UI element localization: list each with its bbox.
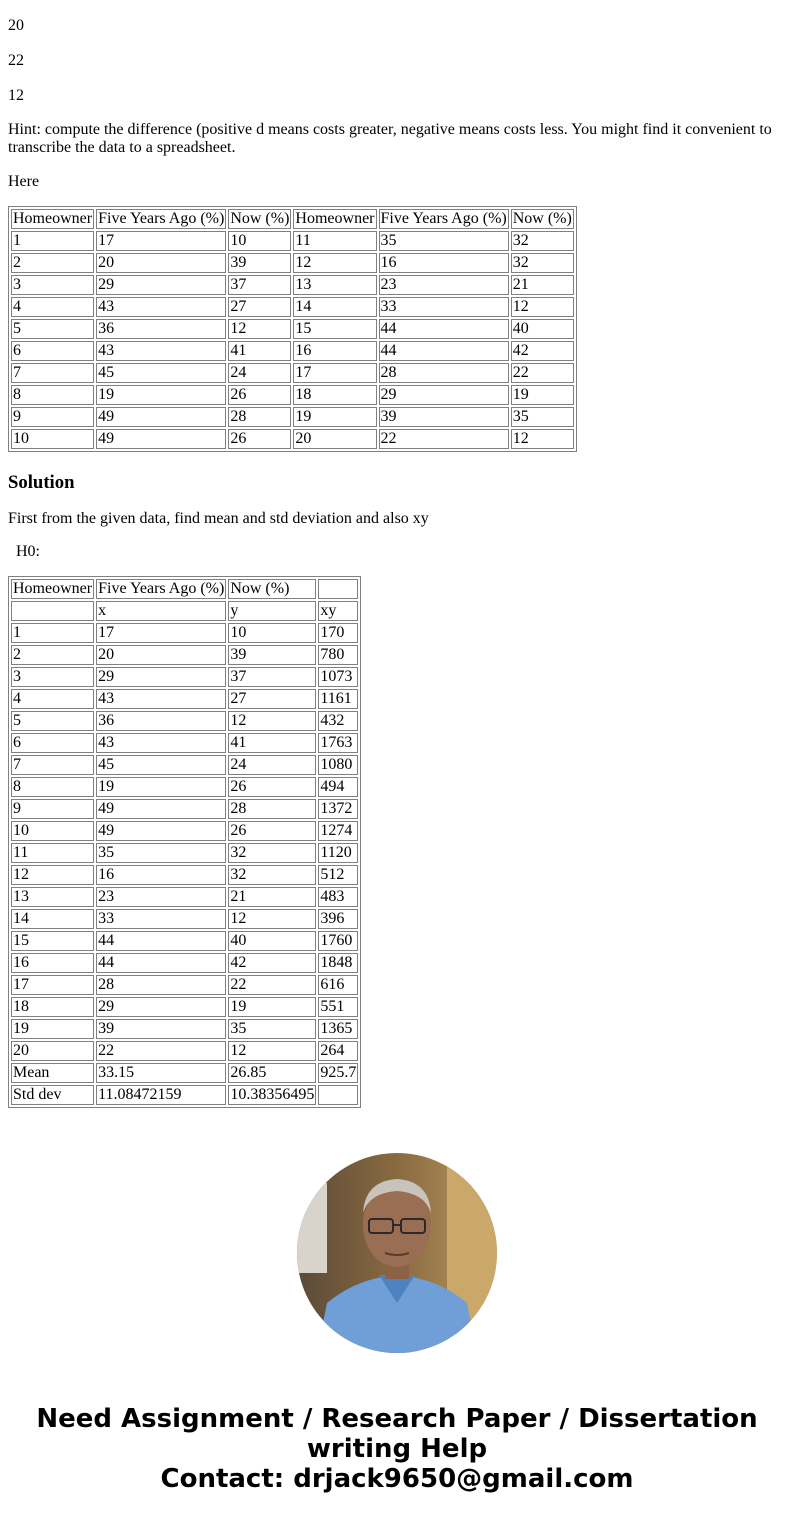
table-row — [11, 997, 358, 1017]
table-cell: 33.15 — [96, 1063, 226, 1083]
table-row — [11, 909, 358, 929]
table-row — [11, 385, 574, 405]
table-cell: 41 — [228, 341, 291, 361]
table-cell: Five Years Ago (%) — [380, 210, 507, 227]
table-cell: 4 — [11, 297, 94, 317]
table-cell: 16 — [96, 865, 226, 885]
table-cell: 40 — [511, 319, 574, 339]
table-cell: 2 — [11, 253, 94, 273]
table-cell: 29 — [379, 385, 509, 405]
table-cell: 43 — [96, 341, 226, 361]
solution-intro: First from the given data, find mean and std deviation and also xy — [8, 510, 429, 527]
table-row — [11, 777, 358, 797]
table-cell: 39 — [379, 407, 509, 427]
table-cell: 19 — [11, 1019, 94, 1039]
table-cell: 12 — [11, 865, 94, 885]
table-cell — [11, 601, 94, 621]
table-cell: 5 — [11, 711, 94, 731]
table-cell: 40 — [228, 931, 316, 951]
table-cell: 11 — [11, 843, 94, 863]
table-row — [11, 733, 358, 753]
table-cell: 17 — [96, 623, 226, 643]
table-cell: 10 — [11, 821, 94, 841]
table-cell: 32 — [511, 231, 574, 251]
table-cell: 1073 — [318, 667, 358, 687]
table-cell: 35 — [228, 1019, 316, 1039]
table-cell: 1274 — [318, 821, 358, 841]
number-line: 12 — [8, 87, 24, 104]
table-row — [11, 953, 358, 973]
table-cell: 43 — [96, 733, 226, 753]
table-cell: 29 — [96, 275, 226, 295]
table-cell: 9 — [11, 407, 94, 427]
table-cell: 49 — [96, 799, 226, 819]
table-cell: 49 — [96, 429, 226, 449]
table-cell: 13 — [293, 275, 376, 295]
table-cell: 9 — [11, 799, 94, 819]
table-row — [11, 231, 574, 251]
table-cell: 15 — [11, 931, 94, 951]
table-cell: 7 — [11, 755, 94, 775]
table-row — [11, 297, 574, 317]
table-cell: 1120 — [318, 843, 358, 863]
table-cell: 17 — [11, 975, 94, 995]
table-cell: 32 — [511, 253, 574, 273]
table-cell: 22 — [96, 1041, 226, 1061]
table-row — [11, 341, 574, 361]
table-cell: 15 — [293, 319, 376, 339]
table-cell: 264 — [318, 1041, 358, 1061]
table-cell: Five Years Ago (%) — [98, 580, 225, 597]
table-cell: 1080 — [318, 755, 358, 775]
table-cell: 43 — [96, 297, 226, 317]
table-cell: 21 — [228, 887, 316, 907]
table-cell: 170 — [318, 623, 358, 643]
banner-line: writing Help — [306, 1434, 488, 1464]
table-cell: 29 — [96, 667, 226, 687]
table-row — [11, 887, 358, 907]
contact-email: Contact: drjack9650@gmail.com — [160, 1464, 634, 1494]
table-cell: 16 — [379, 253, 509, 273]
table-cell: 26 — [228, 429, 291, 449]
table-cell: 36 — [96, 711, 226, 731]
table-cell: 26 — [228, 777, 316, 797]
table-cell: 12 — [511, 297, 574, 317]
table-cell — [318, 1085, 358, 1105]
table-cell: Homeowner — [13, 580, 93, 597]
table-cell: xy — [318, 601, 358, 621]
table-cell: x — [96, 601, 226, 621]
table-cell: 33 — [96, 909, 226, 929]
table-cell: 39 — [228, 253, 291, 273]
table-cell: 28 — [228, 799, 316, 819]
table-cell: 49 — [96, 407, 226, 427]
table-cell: 1848 — [318, 953, 358, 973]
table-cell: 44 — [96, 931, 226, 951]
table-cell: 780 — [318, 645, 358, 665]
table-cell: 32 — [228, 865, 316, 885]
table-cell: 1 — [11, 231, 94, 251]
table-cell: 12 — [228, 1041, 316, 1061]
table-cell: 1760 — [318, 931, 358, 951]
table-cell: 28 — [228, 407, 291, 427]
table-header-row — [11, 579, 358, 599]
table-cell: 28 — [96, 975, 226, 995]
table-cell: 10 — [228, 623, 316, 643]
table-cell — [318, 579, 358, 599]
table-cell: 43 — [96, 689, 226, 709]
table-cell: 27 — [228, 689, 316, 709]
table-cell: 27 — [228, 297, 291, 317]
number-line: 22 — [8, 52, 24, 69]
table-row — [11, 799, 358, 819]
table-cell: 22 — [228, 975, 316, 995]
table-cell: y — [228, 601, 316, 621]
table-cell: 24 — [228, 363, 291, 383]
table-cell: 39 — [96, 1019, 226, 1039]
table-cell: 24 — [228, 755, 316, 775]
table-cell: 49 — [96, 821, 226, 841]
table-cell: 18 — [11, 997, 94, 1017]
table-cell: 5 — [11, 319, 94, 339]
table-cell: 23 — [96, 887, 226, 907]
number-line: 20 — [8, 17, 24, 34]
table-cell: 483 — [318, 887, 358, 907]
table-cell: 20 — [96, 645, 226, 665]
table-cell: 28 — [379, 363, 509, 383]
table-cell: 1372 — [318, 799, 358, 819]
table-cell: 20 — [11, 1041, 94, 1061]
table-cell: 11.08472159 — [96, 1085, 226, 1105]
table-row — [11, 363, 574, 383]
table-cell: 22 — [511, 363, 574, 383]
table-cell: 16 — [11, 953, 94, 973]
table-cell: 1 — [11, 623, 94, 643]
table-cell: 6 — [11, 341, 94, 361]
table-cell: 8 — [11, 777, 94, 797]
table-cell: 37 — [228, 667, 316, 687]
table-row — [11, 429, 574, 449]
table-cell: 12 — [511, 429, 574, 449]
table-cell: 10.38356495 — [230, 1086, 315, 1103]
table-cell: 19 — [511, 385, 574, 405]
table-cell: 23 — [379, 275, 509, 295]
mean-row — [11, 1063, 358, 1083]
table-cell: 16 — [293, 341, 376, 361]
table-cell: 20 — [96, 253, 226, 273]
hint-text: Hint: compute the difference (positive d means costs greater, negative means costs less. You might find it convenient to transcribe the data to a spreadsheet. — [8, 121, 772, 156]
table-cell: 396 — [318, 909, 358, 929]
table-cell: 36 — [96, 319, 226, 339]
table-cell: 12 — [228, 319, 291, 339]
table-cell: 19 — [293, 407, 376, 427]
table-cell: 10 — [228, 231, 291, 251]
table-row — [11, 645, 358, 665]
table-cell: 44 — [96, 953, 226, 973]
table-cell: 35 — [96, 843, 226, 863]
table-cell: 19 — [96, 777, 226, 797]
table-cell: 18 — [293, 385, 376, 405]
table-cell: 8 — [11, 385, 94, 405]
here-label: Here — [8, 173, 40, 190]
table-cell: 6 — [11, 733, 94, 753]
table-row — [11, 319, 574, 339]
table-subheader-row — [11, 601, 358, 621]
table-cell: 39 — [228, 645, 316, 665]
table-cell: 17 — [293, 363, 376, 383]
table-cell: 45 — [96, 755, 226, 775]
table-cell: 512 — [318, 865, 358, 885]
table-cell: 616 — [318, 975, 358, 995]
table-cell: Homeowner — [13, 210, 93, 227]
table-cell: 12 — [228, 711, 316, 731]
table-cell: 3 — [11, 275, 94, 295]
table-cell: Now (%) — [228, 579, 316, 599]
table-row — [11, 755, 358, 775]
table-row — [11, 1019, 358, 1039]
table-cell: 1763 — [318, 733, 358, 753]
table-cell: 925.7 — [320, 1064, 357, 1081]
table-row — [11, 407, 574, 427]
table-cell: 494 — [318, 777, 358, 797]
table-cell: 551 — [318, 997, 358, 1017]
table-row — [11, 667, 358, 687]
table-cell: 4 — [11, 689, 94, 709]
table-cell: 33 — [379, 297, 509, 317]
table-cell: 17 — [96, 231, 226, 251]
table-row — [11, 821, 358, 841]
table-cell: 19 — [96, 385, 226, 405]
data-table — [8, 206, 577, 452]
table-row — [11, 975, 358, 995]
h0-label: H0: — [16, 543, 40, 560]
table-cell: 14 — [293, 297, 376, 317]
solution-heading: Solution — [8, 472, 75, 493]
table-cell: Five Years Ago (%) — [98, 210, 225, 227]
table-cell: 7 — [11, 363, 94, 383]
table-cell: 10 — [11, 429, 94, 449]
table-row — [11, 253, 574, 273]
table-cell: 45 — [96, 363, 226, 383]
table-cell: 21 — [511, 275, 574, 295]
table-row — [11, 865, 358, 885]
table-cell: 12 — [293, 253, 376, 273]
table-cell: 20 — [293, 429, 376, 449]
table-cell: 14 — [11, 909, 94, 929]
table-cell: 42 — [228, 953, 316, 973]
table-header-row — [11, 209, 574, 229]
table-cell: Now (%) — [230, 210, 290, 227]
table-cell: 432 — [318, 711, 358, 731]
table-cell: 26.85 — [228, 1063, 316, 1083]
table-cell: Now (%) — [512, 210, 572, 227]
table-cell: Std dev — [11, 1085, 94, 1105]
table-cell: 13 — [11, 887, 94, 907]
table-cell: 1161 — [318, 689, 358, 709]
table-cell: 42 — [511, 341, 574, 361]
banner-line: Need Assignment / Research Paper / Dissertation — [36, 1404, 758, 1434]
table-cell: 3 — [11, 667, 94, 687]
table-cell: 29 — [96, 997, 226, 1017]
table-cell: 37 — [228, 275, 291, 295]
table-cell: 44 — [379, 319, 509, 339]
table-cell: 32 — [228, 843, 316, 863]
table-row — [11, 931, 358, 951]
table-row — [11, 275, 574, 295]
table-cell: 44 — [379, 341, 509, 361]
solution-table — [8, 576, 361, 1108]
table-cell: 26 — [228, 385, 291, 405]
table-cell: 41 — [228, 733, 316, 753]
table-row — [11, 843, 358, 863]
table-cell: 11 — [293, 231, 376, 251]
table-cell: 35 — [511, 407, 574, 427]
page-content — [8, 0, 794, 1108]
table-row — [11, 623, 358, 643]
table-row — [11, 1041, 358, 1061]
table-cell: 26 — [228, 821, 316, 841]
table-cell: 35 — [379, 231, 509, 251]
table-row — [11, 711, 358, 731]
contact-banner — [0, 1404, 794, 1494]
table-row — [11, 689, 358, 709]
top-numbers — [8, 17, 794, 105]
author-photo — [297, 1153, 497, 1353]
table-cell: 12 — [228, 909, 316, 929]
table-cell: 1365 — [318, 1019, 358, 1039]
table-cell: Mean — [11, 1063, 94, 1083]
table-cell: 2 — [11, 645, 94, 665]
table-cell: Homeowner — [295, 210, 375, 227]
table-cell: 22 — [379, 429, 509, 449]
table-cell: 19 — [228, 997, 316, 1017]
std-dev-row — [11, 1085, 358, 1105]
